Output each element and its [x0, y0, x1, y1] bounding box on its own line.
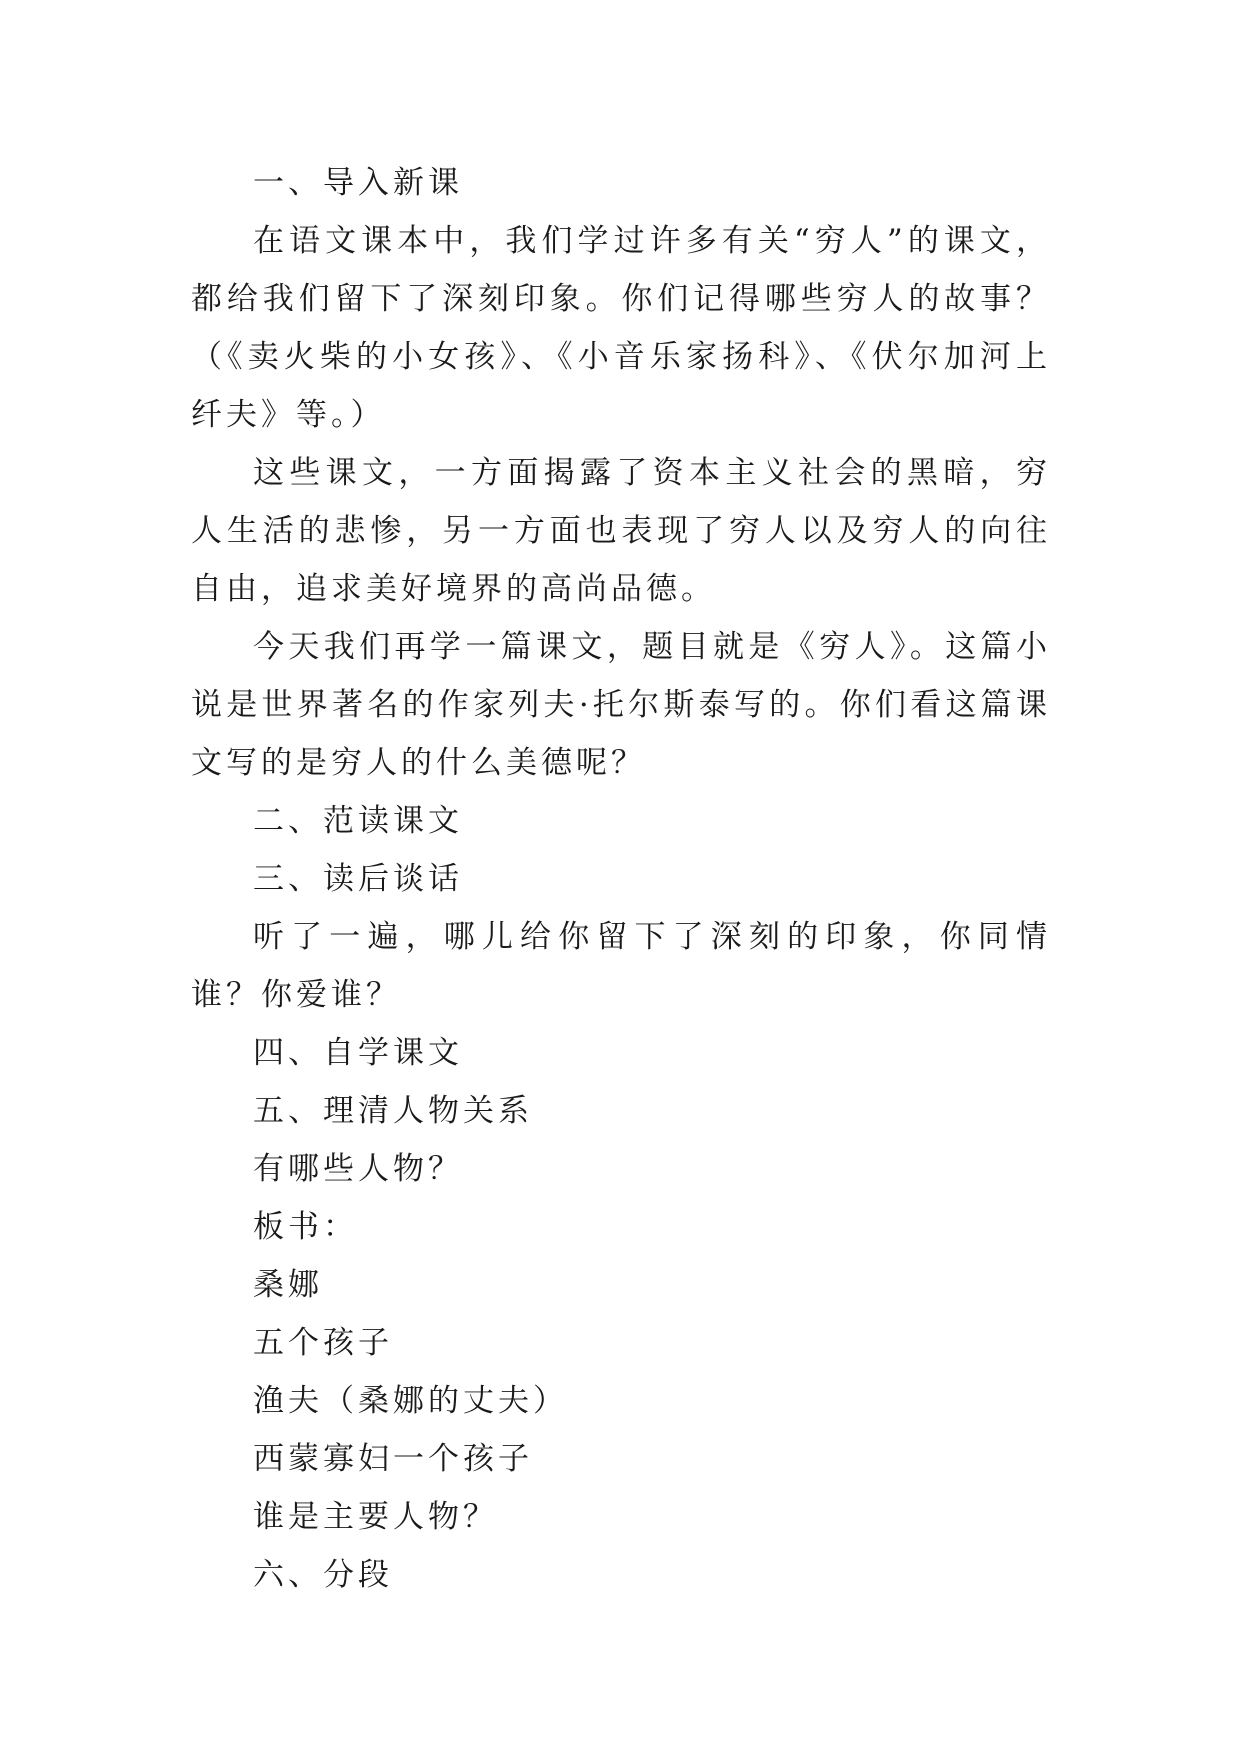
character-item: 桑娜	[253, 1267, 323, 1303]
character-item: 西蒙寡妇一个孩子	[253, 1441, 533, 1477]
section-heading-discussion: 三、读后谈话	[253, 861, 463, 897]
character-item: 渔夫（桑娜的丈夫）	[253, 1383, 568, 1419]
section-heading-segmentation: 六、分段	[253, 1557, 393, 1593]
paragraph: 谁是主要人物？	[253, 1499, 498, 1535]
document-body	[191, 154, 1051, 1604]
paragraph: 这些课文，一方面揭露了资本主义社会的黑暗，穷人生活的悲惨，另一方面也表现了穷人以及穷人的向往自由，追求美好境界的高尚品德。	[191, 455, 1051, 607]
section-heading-reading: 二、范读课文	[253, 803, 463, 839]
character-item: 五个孩子	[253, 1325, 393, 1361]
section-heading-intro: 一、导入新课	[253, 165, 463, 201]
section-heading-characters: 五、理清人物关系	[253, 1093, 533, 1129]
paragraph: 有哪些人物？	[253, 1151, 463, 1187]
section-heading-self-study: 四、自学课文	[253, 1035, 463, 1071]
paragraph: 今天我们再学一篇课文，题目就是《穷人》。这篇小说是世界著名的作家列夫·托尔斯泰写的。你们看这篇课文写的是穷人的什么美德呢？	[191, 629, 1051, 781]
paragraph: 听了一遍，哪儿给你留下了深刻的印象，你同情谁？你爱谁？	[191, 919, 1051, 1013]
blackboard-label: 板书：	[253, 1209, 358, 1245]
paragraph: 在语文课本中，我们学过许多有关“穷人”的课文，都给我们留下了深刻印象。你们记得哪些穷人的故事？（《卖火柴的小女孩》、《小音乐家扬科》、《伏尔加河上纤夫》等。）	[191, 223, 1051, 433]
